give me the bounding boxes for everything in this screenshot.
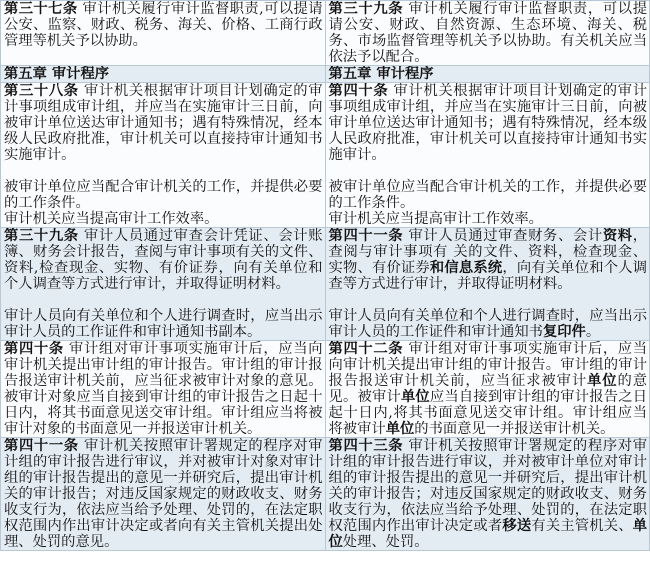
amended-text: 和信息系统 <box>429 260 503 276</box>
article-text: 审计机关根据审计项目计划确定的审计事项组成审计组，并应当在实施审计三日前，向被审计单位送达审计通知书；遇有特殊情况，经本级人民政府批准，审计机关可以直接持审计通知书实施审计。 <box>328 83 648 163</box>
article-text: 处理、处罚。 <box>342 534 429 550</box>
article-text: 审计机关按照审计署规定的程序对审计组的审计报告进行审议，并对被审计单位对审计组的审计报告提出的意见一并研究后，提出审计机关的审计报告；对违反国家规定的财政收支、财务收支行为，依法应当给予处理、处罚的，在法定职权范围内作出审计决定或者 <box>328 438 648 534</box>
old-article-37 <box>1 1 326 66</box>
article-text: 审计机关按照审计署规定的程序对审计组的审计报告进行审议，并对被审计对象对审计组的审计报告提出的意见一并研究后，提出审计机关的审计报告；对违反国家规定的财政收支、财务收支行为，依法应当给予处理、处罚的，在法定职权范围内作出审计决定或者向有关主管机关提出处理、处罚的意见。 <box>4 438 323 550</box>
article-text: 审计机关履行审计监督职责，可以提请公安、财政、自然资源、生态环境、海关、税务、市场监督管理等机关予以协助。有关机关应当依法予以配合。 <box>328 1 648 65</box>
article-number: 第四十一条 <box>4 438 79 454</box>
new-article-40 <box>325 83 650 228</box>
amended-text: 单位 <box>385 421 415 437</box>
article-text: 审计组对审计事项实施审计后，应当向审计机关提出审计组的审计报告。审计组的审计报告报送审计机关前，应当征求被审计对象的意见。被审计对象应当自接到审计组的审计报告之日起十日内，将其书面意见送交审计组。审计组应当将被审计对象的书面意见一并报送审计机关。 <box>4 341 323 437</box>
article-text: 审计组对审计事项实施审计后，应当向审计机关提出审计组的审计报告。审计组的审计报告报送审计机关前，应当征求被审计 <box>328 341 648 389</box>
old-article-41 <box>1 438 326 551</box>
article-number: 第四十一条 <box>328 228 404 244</box>
table-row <box>1 66 650 83</box>
old-article-39 <box>1 228 326 341</box>
table-row <box>1 341 650 438</box>
article-paragraph: 被审计单位应当配合审计机关的工作，并提供必要的工作条件。 <box>328 179 647 211</box>
article-text: ，向有关单位和个人调查等方式进行审计，并取得证明材料。 <box>328 260 648 292</box>
article-number: 第四十三条 <box>328 438 404 454</box>
table-row <box>1 83 650 228</box>
article-text: 的书面意见一并报送审计机关。 <box>414 421 615 437</box>
chapter-title: 第五章 审计程序 <box>4 66 110 82</box>
new-chapter-heading <box>325 66 650 83</box>
article-number: 第三十八条 <box>4 83 79 99</box>
amended-text: 单位 <box>587 373 618 389</box>
table-row <box>1 1 650 66</box>
article-paragraph: 审计人员向有关单位和个人进行调查时，应当出示审计人员的工作证件和审计通知书 <box>328 308 647 340</box>
amended-text: 单位 <box>400 389 430 405</box>
article-paragraph: 被审计单位应当配合审计机关的工作，并提供必要的工作条件。 <box>4 179 323 211</box>
old-article-40 <box>1 341 326 438</box>
chapter-title: 第五章 审计程序 <box>328 66 434 82</box>
new-article-39 <box>325 1 650 66</box>
table-row <box>1 228 650 341</box>
article-number: 第四十条 <box>4 341 64 357</box>
new-article-41 <box>325 228 650 341</box>
amended-text: 资料 <box>602 228 633 244</box>
article-paragraph: 审计人员向有关单位和个人进行调查时，应当出示审计人员的工作证件和审计通知书副本。 <box>4 308 323 340</box>
amended-text: 单位 <box>328 518 648 550</box>
article-paragraph: 审计机关应当提高审计工作效率。 <box>328 211 543 227</box>
article-text: 审计人员通过审查财务、会计 <box>403 228 603 244</box>
article-text: 的意见。被审计 <box>328 373 648 405</box>
article-paragraph: 审计机关应当提高审计工作效率。 <box>4 211 219 227</box>
article-text: 审计机关履行审计监督职责,可以提请公安、监察、财政、税务、海关、价格、工商行政管理等机关予以协助。 <box>4 1 323 49</box>
new-article-42 <box>325 341 650 438</box>
article-text: 应当自接到审计组的审计报告之日 起十日内,将其书面意见送交审计组。审计组应当将被审计 <box>328 389 648 437</box>
article-text: 有关主管机关、 <box>531 518 633 534</box>
old-chapter-heading <box>1 66 326 83</box>
article-text: 审计人员通过审查会计凭证、会计账簿、财务会计报告，查阅与审计事项有关的文件、资料,检查现金、实物、有价证券，向有关单位和个人调查等方式进行审计，并取得证明材料。 <box>4 228 323 292</box>
amended-text: 复印件 <box>542 324 586 340</box>
amended-text: 移送 <box>502 518 532 534</box>
article-paragraph: 。 <box>585 324 601 340</box>
new-article-43 <box>325 438 650 551</box>
article-number: 第四十二条 <box>328 341 404 357</box>
article-text: ，查阅与审计事项有 关的文件、资料，检查现金、实物、有价证券 <box>328 228 648 276</box>
article-number: 第三十九条 <box>328 1 404 17</box>
article-number: 第四十条 <box>328 83 389 99</box>
article-number: 第三十七条 <box>4 1 78 17</box>
article-text: 审计机关根据审计项目计划确定的审计事项组成审计组，并应当在实施审计三日前，向被审计单位送达审计通知书；遇有特殊情况，经本级人民政府批准，审计机关可以直接持审计通知书实施审计。 <box>4 83 323 163</box>
table-row <box>1 438 650 551</box>
old-article-38 <box>1 83 326 228</box>
article-number: 第三十九条 <box>4 228 79 244</box>
